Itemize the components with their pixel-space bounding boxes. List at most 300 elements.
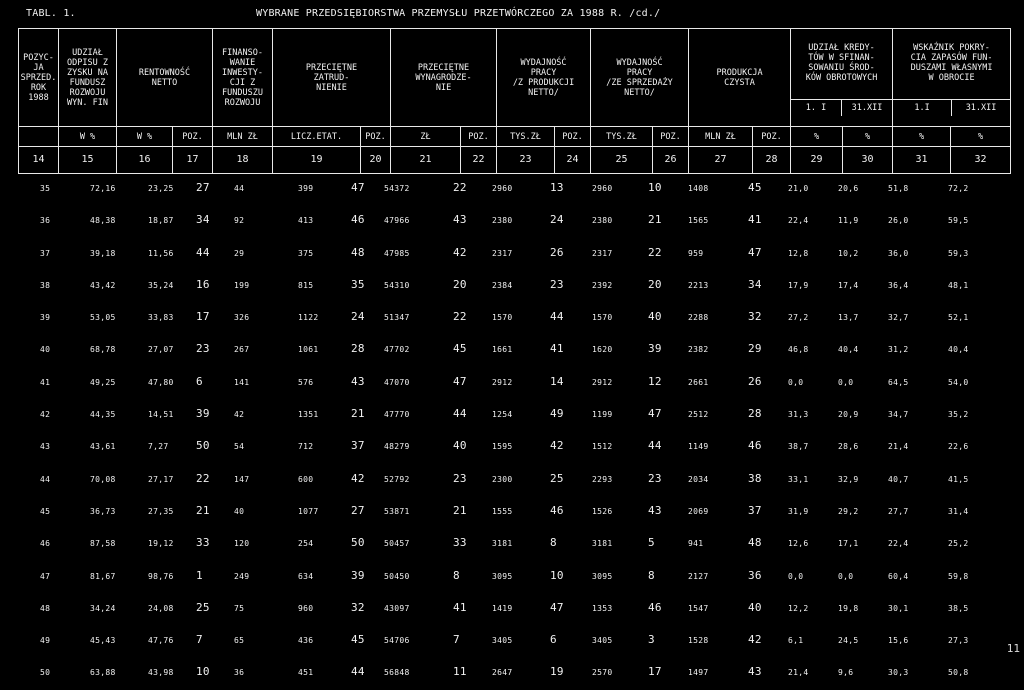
table-cell: 11: [453, 665, 467, 679]
table-cell: 5: [648, 536, 655, 550]
col-header-productivity-production: WYDAJNOŚĆ PRACY /Z PRODUKCJI NETTO/: [497, 29, 591, 127]
table-row: [18, 656, 1010, 688]
col-header-profit-share: UDZIAŁ ODPISU Z ZYSKU NA FUNDUSZ ROZWOJU WYN. FIN: [59, 29, 117, 127]
table-cell: 413: [298, 216, 314, 226]
unit-cell: W %: [59, 127, 117, 147]
table-cell: 33,1: [788, 474, 809, 484]
table-cell: 47: [648, 407, 662, 421]
table-cell: 26,0: [888, 216, 909, 226]
table-cell: 634: [298, 571, 314, 581]
table-cell: 50: [40, 668, 51, 678]
table-row: [18, 237, 1010, 269]
table-cell: 712: [298, 442, 314, 452]
table-cell: 47: [351, 181, 365, 194]
table-cell: 65: [234, 636, 245, 646]
unit-cell: POZ.: [461, 127, 497, 147]
table-cell: 32,7: [888, 313, 909, 323]
table-cell: 33: [196, 536, 210, 550]
table-cell: 37: [40, 248, 51, 258]
unit-cell: POZ.: [361, 127, 391, 147]
table-cell: 68,78: [90, 345, 116, 355]
table-cell: 1497: [688, 668, 709, 678]
table-cell: 43,98: [148, 668, 174, 678]
table-cell: 32: [748, 310, 762, 324]
table-cell: 2912: [592, 377, 613, 387]
table-cell: 48,38: [90, 216, 116, 226]
edge-mark: 11: [1006, 642, 1020, 655]
table-row: [18, 495, 1010, 527]
table-cell: 959: [688, 248, 704, 258]
table-cell: 50: [351, 536, 365, 550]
table-cell: 7,27: [148, 442, 169, 452]
table-cell: 46: [40, 539, 51, 549]
table-cell: 47070: [384, 377, 410, 387]
table-cell: 7: [196, 633, 203, 647]
unit-cell: TYS.ZŁ: [497, 127, 555, 147]
table-cell: 44: [234, 184, 245, 193]
table-cell: 15,6: [888, 636, 909, 646]
table-cell: 43097: [384, 603, 410, 613]
table-cell: 29: [234, 248, 245, 258]
table-cell: 399: [298, 184, 314, 193]
table-cell: 13,7: [838, 313, 859, 323]
unit-cell: POZ.: [555, 127, 591, 147]
table-cell: 19,8: [838, 603, 859, 613]
table-cell: 45: [748, 181, 762, 194]
table-cell: 36,73: [90, 506, 116, 516]
table-cell: 25: [550, 471, 564, 485]
table-row: [18, 463, 1010, 495]
table-cell: 20,9: [838, 410, 859, 420]
table-cell: 48: [40, 603, 51, 613]
table-cell: 36: [748, 568, 762, 582]
table-cell: 1061: [298, 345, 319, 355]
table-cell: 54706: [384, 636, 410, 646]
inventory-coverage-date-1: 1.I: [893, 100, 952, 116]
table-cell: 47985: [384, 248, 410, 258]
table-cell: 31,3: [788, 410, 809, 420]
table-cell: 34: [748, 277, 762, 291]
table-cell: 3: [648, 633, 655, 647]
unit-cell: MLN ZŁ: [213, 127, 273, 147]
table-cell: 51,8: [888, 184, 909, 193]
col-header-net-profitability: RENTOWNOŚĆ NETTO: [117, 29, 213, 127]
table-cell: 1419: [492, 603, 513, 613]
table-row: [18, 301, 1010, 333]
table-cell: 24,5: [838, 636, 859, 646]
table-cell: 27,35: [148, 506, 174, 516]
table-cell: 21: [648, 213, 662, 227]
table-cell: 21,4: [788, 668, 809, 678]
table-cell: 2661: [688, 377, 709, 387]
table-row: [18, 592, 1010, 624]
column-number-20: 20: [361, 147, 391, 174]
column-number-24: 24: [555, 147, 591, 174]
table-cell: 27: [351, 503, 365, 517]
table-cell: 451: [298, 668, 314, 678]
unit-cell: POZ.: [173, 127, 213, 147]
table-cell: 12,6: [788, 539, 809, 549]
column-number-23: 23: [497, 147, 555, 174]
unit-cell: %: [951, 127, 1011, 147]
table-cell: 2288: [688, 313, 709, 323]
credit-share-label: UDZIAŁ KREDY- TÓW W SFINAN- SOWANIU ŚROD- KÓW OBROTOWYCH: [805, 43, 878, 83]
table-cell: 1351: [298, 410, 319, 420]
table-cell: 600: [298, 474, 314, 484]
table-cell: 22: [453, 310, 467, 324]
table-cell: 22: [648, 245, 662, 259]
table-cell: 43: [648, 503, 662, 517]
table-cell: 50: [196, 439, 210, 453]
table-cell: 2034: [688, 474, 709, 484]
table-cell: 50,8: [948, 668, 969, 678]
table-cell: 49,25: [90, 377, 116, 387]
table-cell: 23: [453, 471, 467, 485]
table-cell: 42: [550, 439, 564, 453]
table-row: [18, 333, 1010, 365]
table-cell: 20,6: [838, 184, 859, 193]
table-cell: 54372: [384, 184, 410, 193]
table-cell: 36,0: [888, 248, 909, 258]
table-cell: 46: [351, 213, 365, 227]
table-cell: 21: [351, 407, 365, 421]
table-cell: 54: [234, 442, 245, 452]
table-cell: 52,1: [948, 313, 969, 323]
table-cell: 17,9: [788, 280, 809, 290]
table-cell: 3181: [592, 539, 613, 549]
table-cell: 147: [234, 474, 250, 484]
unit-cell: LICZ.ETAT.: [273, 127, 361, 147]
unit-cell: %: [893, 127, 951, 147]
table-number: TABL. 1.: [26, 8, 76, 19]
table-cell: 1: [196, 568, 203, 582]
column-number-25: 25: [591, 147, 653, 174]
table-cell: 46,8: [788, 345, 809, 355]
table-cell: 21: [453, 503, 467, 517]
table-cell: 8: [648, 568, 655, 582]
table-cell: 22: [453, 181, 467, 194]
table-cell: 54310: [384, 280, 410, 290]
column-header-table: [18, 28, 1011, 174]
table-cell: 54,0: [948, 377, 969, 387]
table-cell: 33: [453, 536, 467, 550]
unit-cell: ZŁ: [391, 127, 461, 147]
table-cell: 25,2: [948, 539, 969, 549]
table-cell: 44: [40, 474, 51, 484]
column-number-28: 28: [753, 147, 791, 174]
table-cell: 44: [351, 665, 365, 679]
inventory-coverage-label: WSKAŹNIK POKRY- CIA ZAPASÓW FUN- DUSZAMI WŁASNYMI W OBROCIE: [910, 43, 993, 83]
table-cell: 576: [298, 377, 314, 387]
table-cell: 36,4: [888, 280, 909, 290]
table-cell: 13: [550, 181, 564, 194]
table-cell: 47966: [384, 216, 410, 226]
table-row: [18, 204, 1010, 236]
table-cell: 50450: [384, 571, 410, 581]
col-header-productivity-sales: WYDAJNOŚĆ PRACY /ZE SPRZEDAŻY NETTO/: [591, 29, 689, 127]
table-cell: 31,4: [948, 506, 969, 516]
col-header-inventory-coverage: [893, 29, 1011, 127]
table-cell: 2512: [688, 410, 709, 420]
table-cell: 48279: [384, 442, 410, 452]
table-cell: 47702: [384, 345, 410, 355]
table-cell: 1595: [492, 442, 513, 452]
table-cell: 22,6: [948, 442, 969, 452]
table-cell: 32,9: [838, 474, 859, 484]
column-number-14: 14: [19, 147, 59, 174]
table-cell: 0,0: [838, 377, 854, 387]
table-cell: 12: [648, 374, 662, 388]
table-cell: 41: [748, 213, 762, 227]
unit-cell: TYS.ZŁ: [591, 127, 653, 147]
table-cell: 1254: [492, 410, 513, 420]
table-cell: 53871: [384, 506, 410, 516]
table-cell: 17: [648, 665, 662, 679]
table-cell: 141: [234, 377, 250, 387]
table-cell: 17,4: [838, 280, 859, 290]
table-cell: 1122: [298, 313, 319, 323]
table-cell: 41: [453, 600, 467, 614]
table-cell: 98,76: [148, 571, 174, 581]
table-cell: 1565: [688, 216, 709, 226]
col-header-position: POZYC- JA SPRZED. ROK 1988: [19, 29, 59, 127]
table-cell: 1570: [492, 313, 513, 323]
table-cell: 2960: [492, 184, 513, 193]
table-cell: 23: [648, 471, 662, 485]
credit-share-date-1: 1. I: [791, 100, 842, 116]
table-cell: 0,0: [788, 377, 804, 387]
table-cell: 44: [453, 407, 467, 421]
table-cell: 39: [351, 568, 365, 582]
table-cell: 2293: [592, 474, 613, 484]
col-header-credit-share: [791, 29, 893, 127]
col-header-investment-financing: FINANSO- WANIE INWESTY- CJI Z FUNDUSZU ROZWOJU: [213, 29, 273, 127]
table-cell: 70,08: [90, 474, 116, 484]
table-cell: 47: [453, 374, 467, 388]
document-title: WYBRANE PRZEDSIĘBIORSTWA PRZEMYSŁU PRZETWÓRCZEGO ZA 1988 R. /cd./: [256, 8, 661, 19]
table-cell: 41,5: [948, 474, 969, 484]
table-cell: 2912: [492, 377, 513, 387]
table-cell: 2570: [592, 668, 613, 678]
table-cell: 8: [453, 568, 460, 582]
table-cell: 35,24: [148, 280, 174, 290]
table-cell: 2213: [688, 280, 709, 290]
table-cell: 27,07: [148, 345, 174, 355]
column-number-15: 15: [59, 147, 117, 174]
table-cell: 36: [234, 668, 245, 678]
table-row: [18, 560, 1010, 592]
table-cell: 29,2: [838, 506, 859, 516]
table-cell: 3095: [592, 571, 613, 581]
table-cell: 31,2: [888, 345, 909, 355]
table-cell: 24,08: [148, 603, 174, 613]
table-cell: 2127: [688, 571, 709, 581]
table-cell: 2317: [492, 248, 513, 258]
table-cell: 47,76: [148, 636, 174, 646]
table-cell: 23: [196, 342, 210, 356]
table-cell: 52792: [384, 474, 410, 484]
table-cell: 34: [196, 213, 210, 227]
table-cell: 40: [453, 439, 467, 453]
table-cell: 3095: [492, 571, 513, 581]
table-cell: 1408: [688, 184, 709, 193]
table-cell: 34,24: [90, 603, 116, 613]
table-cell: 436: [298, 636, 314, 646]
unit-cell: POZ.: [753, 127, 791, 147]
table-cell: 36: [40, 216, 51, 226]
table-cell: 3181: [492, 539, 513, 549]
table-row: [18, 269, 1010, 301]
table-cell: 3405: [492, 636, 513, 646]
table-cell: 27,17: [148, 474, 174, 484]
table-cell: 8: [550, 536, 557, 550]
table-cell: 46: [550, 503, 564, 517]
table-cell: 199: [234, 280, 250, 290]
table-cell: 2300: [492, 474, 513, 484]
table-cell: 37: [351, 439, 365, 453]
table-cell: 815: [298, 280, 314, 290]
table-cell: 43: [453, 213, 467, 227]
table-cell: 32: [351, 600, 365, 614]
table-cell: 22: [196, 471, 210, 485]
table-cell: 40,4: [838, 345, 859, 355]
table-cell: 42: [40, 410, 51, 420]
table-cell: 21: [196, 503, 210, 517]
table-cell: 47: [40, 571, 51, 581]
table-cell: 46: [748, 439, 762, 453]
table-cell: 40: [234, 506, 245, 516]
column-number-30: 30: [843, 147, 893, 174]
table-cell: 40: [748, 600, 762, 614]
table-cell: 35: [40, 184, 51, 193]
column-number-18: 18: [213, 147, 273, 174]
table-cell: 28: [351, 342, 365, 356]
table-cell: 28: [748, 407, 762, 421]
table-cell: 39,18: [90, 248, 116, 258]
table-cell: 1149: [688, 442, 709, 452]
table-cell: 39: [648, 342, 662, 356]
table-cell: 941: [688, 539, 704, 549]
table-cell: 44: [550, 310, 564, 324]
table-cell: 40: [648, 310, 662, 324]
column-number-22: 22: [461, 147, 497, 174]
table-cell: 45: [40, 506, 51, 516]
table-cell: 27,3: [948, 636, 969, 646]
table-cell: 50457: [384, 539, 410, 549]
table-cell: 249: [234, 571, 250, 581]
table-row: [18, 430, 1010, 462]
table-cell: 47770: [384, 410, 410, 420]
table-cell: 42: [234, 410, 245, 420]
column-number-19: 19: [273, 147, 361, 174]
table-cell: 45: [453, 342, 467, 356]
table-cell: 51347: [384, 313, 410, 323]
table-cell: 1512: [592, 442, 613, 452]
table-cell: 20: [648, 277, 662, 291]
table-cell: 48: [748, 536, 762, 550]
table-cell: 49: [40, 636, 51, 646]
table-cell: 25: [196, 600, 210, 614]
table-cell: 267: [234, 345, 250, 355]
unit-cell: MLN ZŁ: [689, 127, 753, 147]
table-cell: 17,1: [838, 539, 859, 549]
column-number-21: 21: [391, 147, 461, 174]
table-cell: 6,1: [788, 636, 804, 646]
table-cell: 1661: [492, 345, 513, 355]
table-cell: 27,7: [888, 506, 909, 516]
table-cell: 37: [748, 503, 762, 517]
table-cell: 2069: [688, 506, 709, 516]
table-cell: 72,16: [90, 184, 116, 193]
table-cell: 38: [748, 471, 762, 485]
table-cell: 2384: [492, 280, 513, 290]
table-cell: 120: [234, 539, 250, 549]
table-cell: 40,7: [888, 474, 909, 484]
table-cell: 1077: [298, 506, 319, 516]
table-cell: 42: [748, 633, 762, 647]
table-cell: 10: [550, 568, 564, 582]
table-cell: 92: [234, 216, 245, 226]
table-cell: 14,51: [148, 410, 174, 420]
table-cell: 1570: [592, 313, 613, 323]
unit-cell-empty: [19, 127, 59, 147]
table-cell: 38: [40, 280, 51, 290]
table-cell: 59,8: [948, 571, 969, 581]
table-cell: 2960: [592, 184, 613, 193]
table-cell: 24: [351, 310, 365, 324]
table-cell: 20: [453, 277, 467, 291]
table-cell: 72,2: [948, 184, 969, 193]
table-cell: 34,7: [888, 410, 909, 420]
unit-cell: %: [843, 127, 893, 147]
inventory-coverage-date-2: 31.XII: [965, 103, 997, 113]
table-cell: 7: [453, 633, 460, 647]
table-cell: 28,6: [838, 442, 859, 452]
table-cell: 45: [351, 633, 365, 647]
table-cell: 26: [748, 374, 762, 388]
table-cell: 41: [550, 342, 564, 356]
table-cell: 41: [40, 377, 51, 387]
table-cell: 26: [550, 245, 564, 259]
table-cell: 22,4: [788, 216, 809, 226]
table-cell: 59,5: [948, 216, 969, 226]
table-cell: 40: [40, 345, 51, 355]
column-number-29: 29: [791, 147, 843, 174]
table-cell: 1199: [592, 410, 613, 420]
table-cell: 17: [196, 310, 210, 324]
table-cell: 39: [40, 313, 51, 323]
table-cell: 14: [550, 374, 564, 388]
table-cell: 12,2: [788, 603, 809, 613]
table-cell: 43,61: [90, 442, 116, 452]
table-cell: 12,8: [788, 248, 809, 258]
table-cell: 44,35: [90, 410, 116, 420]
table-cell: 10: [196, 665, 210, 679]
table-cell: 45,43: [90, 636, 116, 646]
table-cell: 56848: [384, 668, 410, 678]
table-cell: 81,67: [90, 571, 116, 581]
table-cell: 9,6: [838, 668, 854, 678]
table-cell: 1353: [592, 603, 613, 613]
table-cell: 2380: [592, 216, 613, 226]
table-row: [18, 172, 1010, 204]
table-cell: 1547: [688, 603, 709, 613]
table-cell: 18,87: [148, 216, 174, 226]
table-cell: 0,0: [838, 571, 854, 581]
table-cell: 326: [234, 313, 250, 323]
table-cell: 29: [748, 342, 762, 356]
table-cell: 87,58: [90, 539, 116, 549]
